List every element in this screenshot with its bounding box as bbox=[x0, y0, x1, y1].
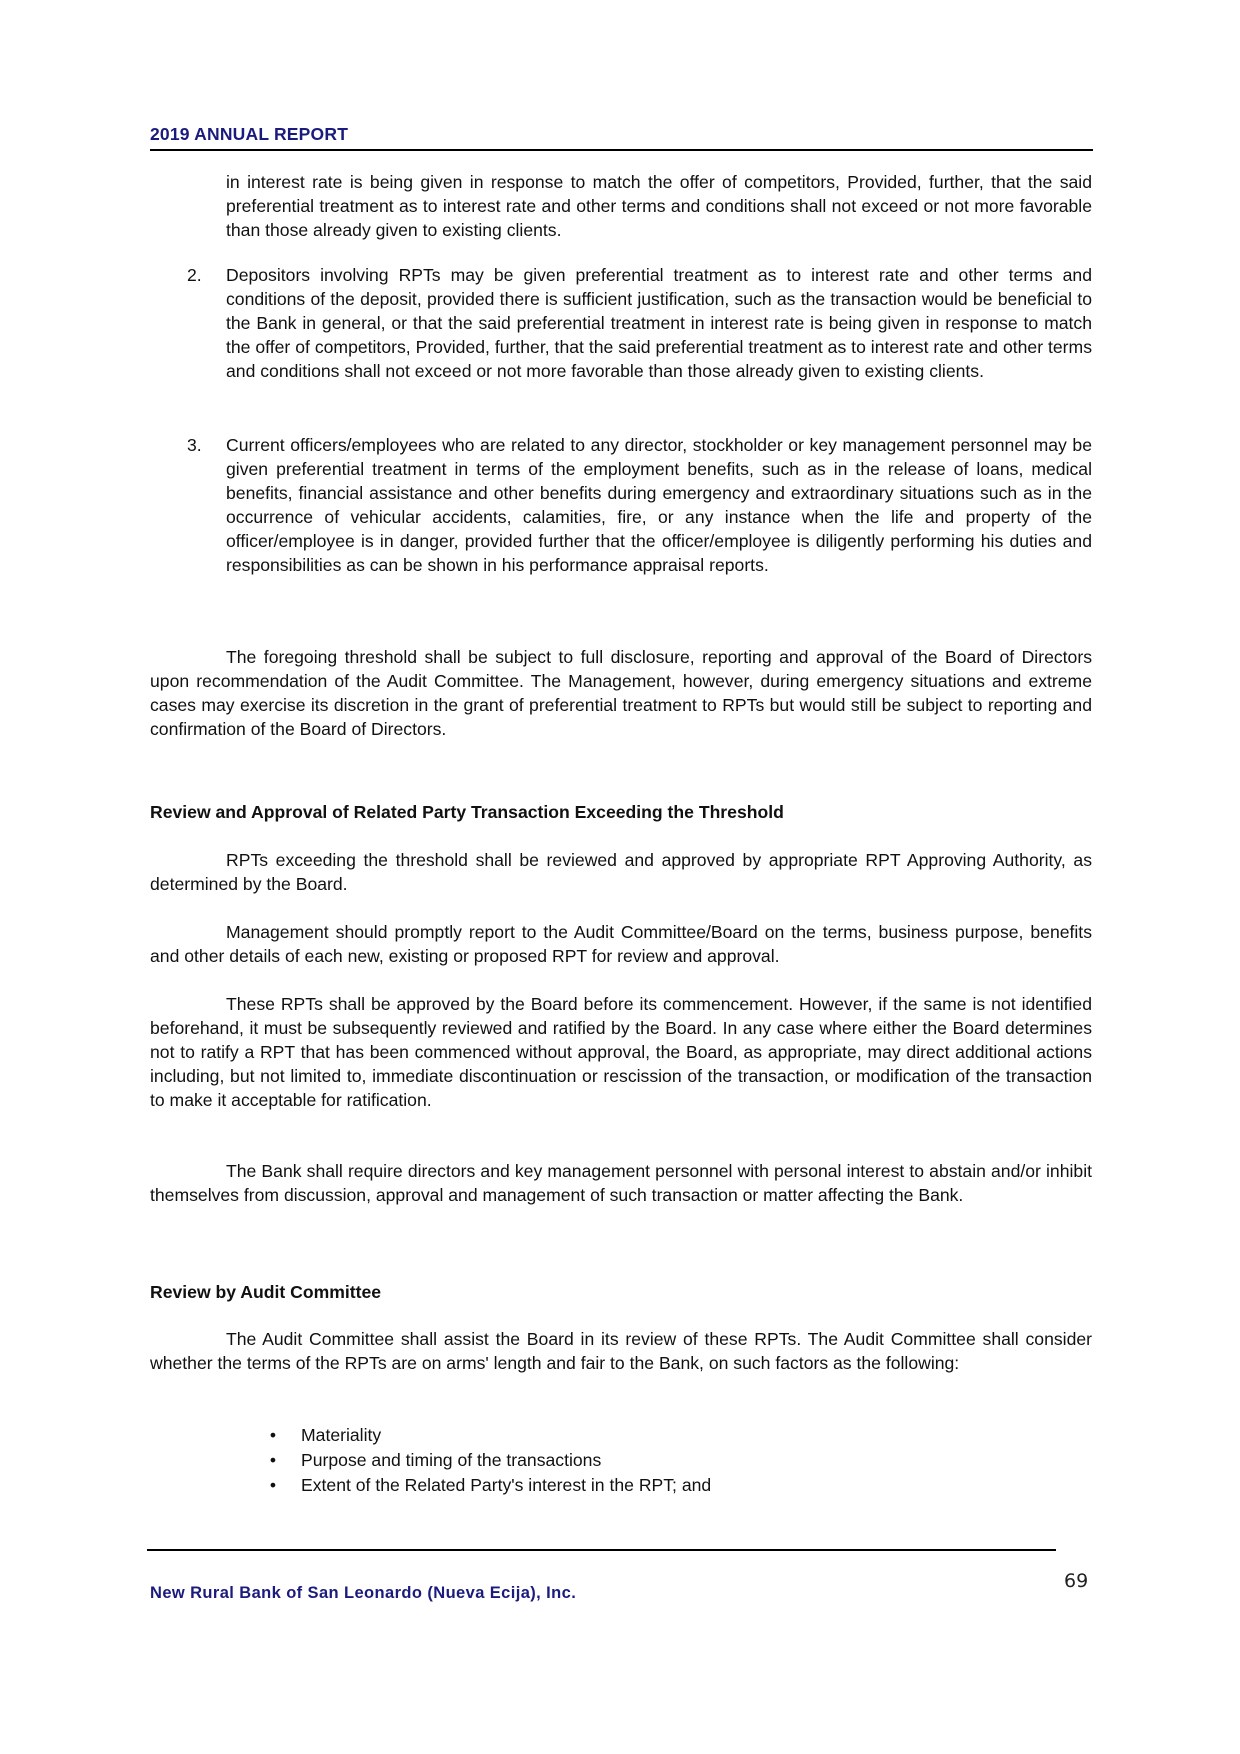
report-header-title: 2019 ANNUAL REPORT bbox=[150, 124, 349, 144]
section-heading-review-approval: Review and Approval of Related Party Transaction Exceeding the Threshold bbox=[150, 802, 784, 822]
header-divider bbox=[150, 149, 1093, 151]
bullet-icon: • bbox=[269, 1450, 277, 1470]
list-item-continuation: in interest rate is being given in response to match the offer of competitors, Provided, further, that the said preferential treatment as to interest rate and other terms and conditions shall not exceed or not more favorable than those already given to existing clients. bbox=[226, 172, 1092, 240]
list-item-text: Depositors involving RPTs may be given preferential treatment as to interest rate and other terms and conditions of the deposit, provided there is sufficient justification, such as the transaction would be beneficial to the Bank in general, or that the said preferential treatment in interest rate is being given in response to match the offer of competitors, Provided, further, that the said preferential treatment as to interest rate and other terms and conditions shall not exceed or not more favorable than those already given to existing clients. bbox=[226, 265, 1092, 381]
bullet-text: Purpose and timing of the transactions bbox=[301, 1450, 602, 1470]
section-heading-audit-committee: Review by Audit Committee bbox=[150, 1282, 382, 1302]
body-paragraph: The Bank shall require directors and key management personnel with personal interest to abstain and/or inhibit themselves from discussion, approval and management of such transaction or matter affecting the Bank. bbox=[150, 1161, 1092, 1205]
page-number: 69 bbox=[1064, 1570, 1089, 1592]
body-paragraph: The Audit Committee shall assist the Board in its review of these RPTs. The Audit Committee shall consider whether the terms of the RPTs are on arms' length and fair to the Bank, on such factors as the following: bbox=[150, 1329, 1092, 1373]
list-item-number: 3. bbox=[187, 435, 202, 455]
list-item-number: 2. bbox=[187, 265, 202, 285]
bullet-text: Materiality bbox=[301, 1425, 382, 1445]
body-paragraph: Management should promptly report to the Audit Committee/Board on the terms, business purpose, benefits and other details of each new, existing or proposed RPT for review and approval. bbox=[150, 922, 1092, 966]
bullet-icon: • bbox=[269, 1425, 277, 1445]
threshold-paragraph: The foregoing threshold shall be subject to full disclosure, reporting and approval of the Board of Directors upon recommendation of the Audit Committee. The Management, however, during emergency situations and extreme cases may exercise its discretion in the grant of preferential treatment to RPTs but would still be subject to reporting and confirmation of the Board of Directors. bbox=[150, 647, 1092, 739]
list-item-text: Current officers/employees who are related to any director, stockholder or key management personnel may be given preferential treatment in terms of the employment benefits, such as in the release of loans, medical benefits, financial assistance and other benefits during emergency and extraordinary situations such as in the occurrence of vehicular accidents, calamities, fire, or any instance when the life and property of the officer/employee is in danger, provided further that the officer/employee is diligently performing his duties and responsibilities as can be shown in his performance appraisal reports. bbox=[226, 435, 1092, 575]
bullet-text: Extent of the Related Party's interest in the RPT; and bbox=[301, 1475, 712, 1495]
footer-divider bbox=[147, 1549, 1056, 1551]
footer-organization: New Rural Bank of San Leonardo (Nueva Ecija), Inc. bbox=[150, 1584, 577, 1602]
body-paragraph: These RPTs shall be approved by the Board before its commencement. However, if the same is not identified beforehand, it must be subsequently reviewed and ratified by the Board. In any case where either the Board determines not to ratify a RPT that has been commenced without approval, the Board, as appropriate, may direct additional actions including, but not limited to, immediate discontinuation or rescission of the transaction, or modification of the transaction to make it acceptable for ratification. bbox=[150, 994, 1092, 1110]
bullet-icon: • bbox=[269, 1475, 277, 1495]
body-paragraph: RPTs exceeding the threshold shall be reviewed and approved by appropriate RPT Approving Authority, as determined by the Board. bbox=[150, 850, 1092, 894]
